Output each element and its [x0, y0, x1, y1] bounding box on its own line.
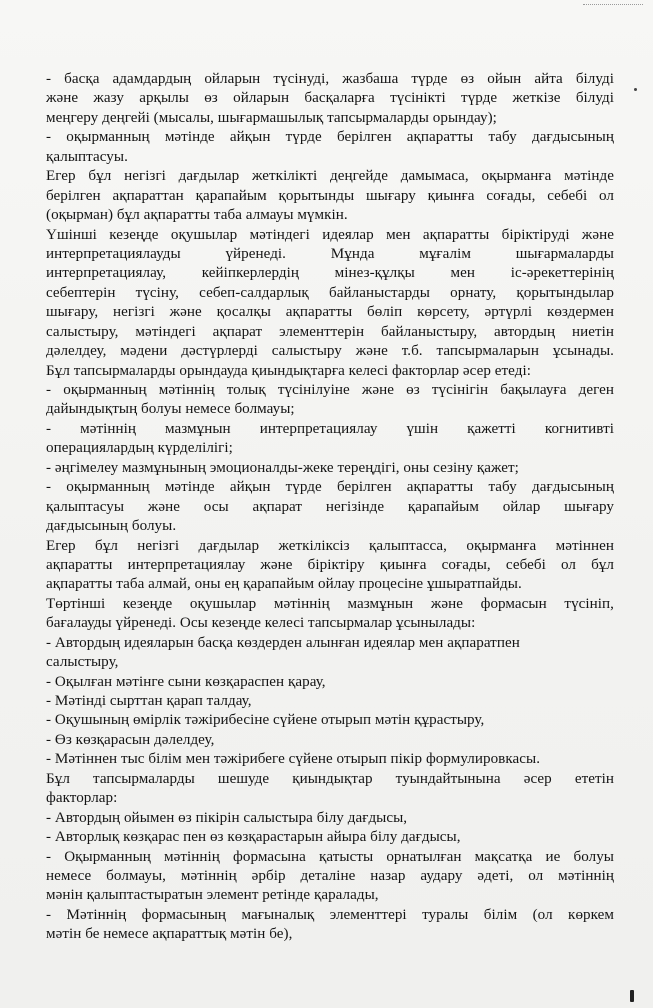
text-line: немесе болмауы, мәтіннің әрбір деталіне назар аудару әдеті, ол мәтіннің	[46, 867, 614, 884]
text-line: және жазу арқылы өз ойларын басқаларға түсінікті түрде жеткізе білуді	[46, 90, 614, 107]
text-line: - оқырманның мәтінде айқын түрде берілген ақпаратты табу дағдысының	[46, 129, 614, 146]
text-line: дағдысының болуы.	[46, 518, 177, 535]
text-line: ақпаратты интерпретациялау және біріктіру қиынға соғады, себебі ол бұл	[46, 556, 614, 573]
text-line: - Оқырманның мәтіннің формасына қатысты орнатылған мақсатқа ие болуы	[46, 848, 614, 865]
text-line: - басқа адамдардың ойларын түсінуді, жазбаша түрде өз ойын айта білуді	[46, 71, 614, 87]
text-line: шығару, негізгі және қосалқы ақпаратты бөліп көрсету, әртүрлі көздермен	[46, 304, 614, 321]
text-line: меңгеру деңгейі (мысалы, шығармашылық тапсырмаларды орындау);	[46, 109, 497, 126]
document-body	[46, 70, 614, 945]
text-line: интерпретациялау, кейіпкерлердің мінез-құлқы мен іс-әрекеттерінің	[46, 265, 614, 282]
text-line: - Мәтінді сырттан қарап талдау,	[46, 693, 252, 709]
text-line: - Авторлық көзқарас пен өз көзқарастарын айыра білу дағдысы,	[46, 829, 461, 846]
text-line: Бұл тапсырмаларды орындауда қиындықтарға келесі факторлар әсер етеді:	[46, 362, 531, 379]
text-line: - Автордың ойымен өз пікірін салыстыра білу дағдысы,	[46, 809, 408, 826]
text-line: - оқырманның мәтінде айқын түрде берілген ақпаратты табу дағдысының	[46, 479, 614, 496]
text-line: қалыптасуы.	[46, 148, 128, 165]
text-line: интерпретациялауды үйренеді. Мұнда мұғалім шығармаларды	[46, 245, 614, 262]
text-line: - оқырманның мәтіннің толық түсінілуіне және өз түсінігін бақылауға деген	[46, 382, 614, 398]
text-line: факторлар:	[46, 790, 118, 807]
text-line: (оқырман) бұл ақпаратты таба алмауы мүмкін.	[46, 207, 348, 224]
text-line: - Оқылған мәтінге сыни көзқараспен қарау,	[46, 673, 326, 690]
text-line: мәнін қалыптастыратын элемент ретінде қаралады,	[46, 887, 379, 904]
text-line: Төртінші кезеңде оқушылар мәтіннің мазмұнын және формасын түсініп,	[46, 595, 614, 612]
text-line: - әңгімелеу мазмұнының эмоционалды-жеке тереңдігі, оны сезіну қажет;	[46, 459, 519, 476]
text-line: себептерін түсіну, себеп-салдарлық байланыстарды орнату, қорытындылар	[46, 284, 614, 301]
text-line: - Оқушының өмірлік тәжірибесіне сүйене отырып мәтін құрастыру,	[46, 712, 485, 729]
text-line: берілген ақпараттан қарапайым қорытынды шығару қиынға соғады, себебі ол	[46, 187, 614, 204]
text-line: Егер бұл негізгі дағдылар жеткілікті деңгейде дамымаса, оқырманға мәтінде	[46, 168, 614, 185]
text-line: салыстыру,	[46, 654, 119, 671]
text-line: мәтін бе немесе ақпараттық мәтін бе),	[46, 926, 293, 943]
scan-edge-mark	[583, 4, 643, 7]
text-line: - Автордың идеяларын басқа көздерден алынған идеялар мен ақпаратпен	[46, 634, 520, 651]
text-line: - Мәтіннен тыс білім мен тәжірибеге сүйене отырып пікір формулировкасы.	[46, 751, 541, 768]
text-line: Үшінші кезеңде оқушылар мәтіндегі идеялар мен ақпаратты біріктіруді және	[46, 226, 614, 243]
text-line: Егер бұл негізгі дағдылар жеткіліксіз қалыптасса, оқырманға мәтіннен	[46, 537, 614, 554]
text-line: салыстыру, мәтіндегі ақпарат элементтерін байланыстыру, автордың ниетін	[46, 323, 614, 340]
text-line: бағалауды үйренеді. Осы кезеңде келесі тапсырмалар ұсынылады:	[46, 615, 476, 632]
text-line: Бұл тапсырмаларды шешуде қиындықтар туындайтынына әсер ететін	[46, 770, 614, 787]
text-line: операциялардың күрделілігі;	[46, 440, 233, 457]
text-line: дайындықтың болуы немесе болмауы;	[46, 401, 295, 418]
text-line: - Өз көзқарасын дәлелдеу,	[46, 731, 215, 748]
text-line: ақпаратты таба алмай, оны ең қарапайым ойлау процесіне ұшыратпайды.	[46, 576, 522, 593]
text-line: - мәтіннің мазмұнын интерпретациялау үшін қажетті когнитивті	[46, 420, 614, 437]
text-line: қалыптасуы және осы ақпарат негізінде қарапайым ойлар шығару	[46, 498, 614, 515]
text-line: - Мәтіннің формасының мағыналық элементтері туралы білім (ол көркем	[46, 906, 614, 923]
scan-speck	[634, 88, 637, 91]
text-line: дәлелдеу, мәдени дәстүрлерді салыстыру және т.б. тапсырмаларын ұсынады.	[46, 343, 614, 360]
page-corner-mark	[630, 990, 634, 1002]
